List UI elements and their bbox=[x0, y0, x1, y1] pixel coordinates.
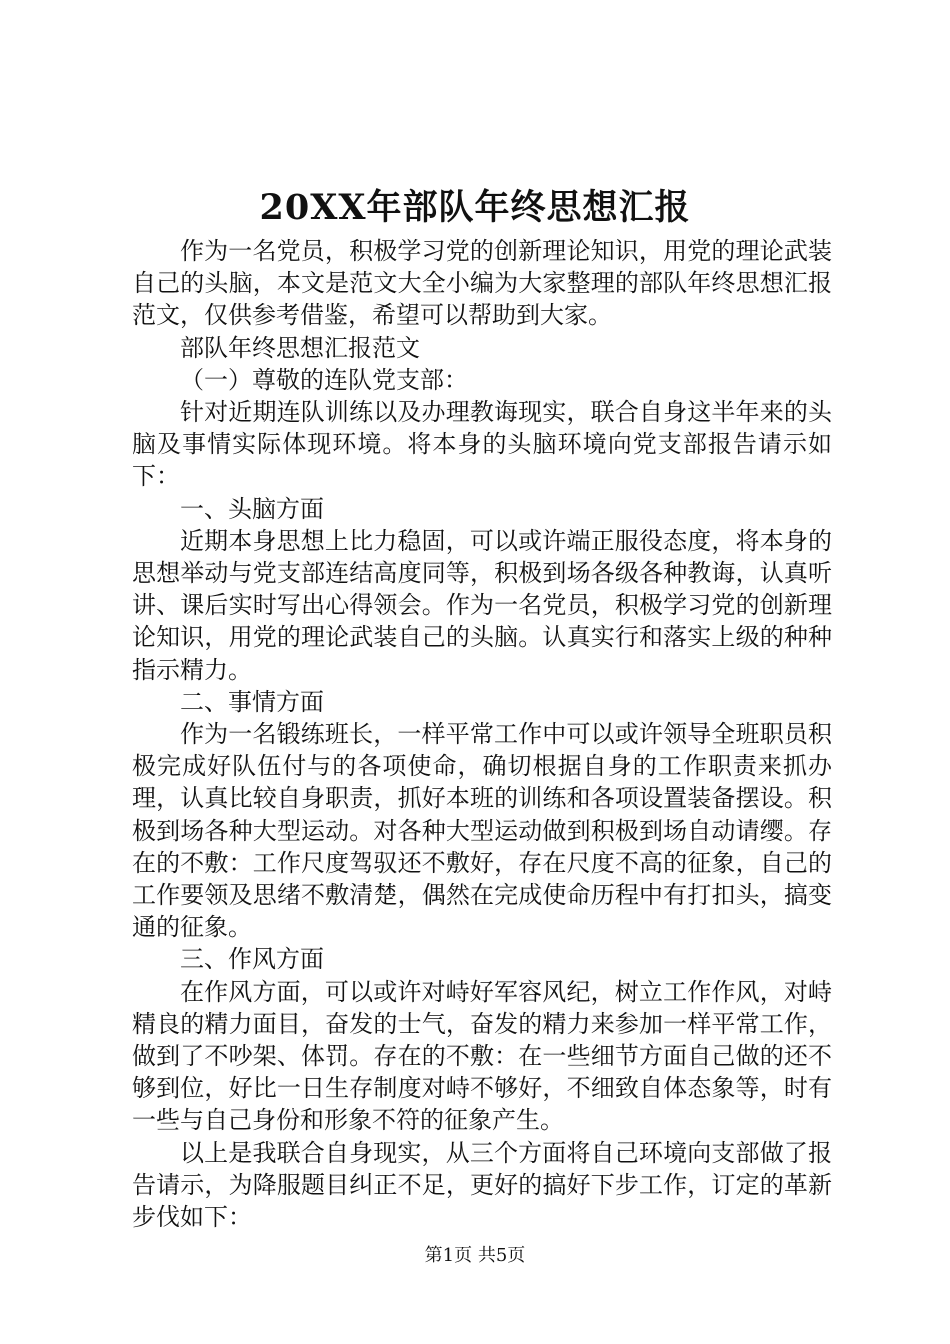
paragraph-style: 在作风方面，可以或许对峙好军容风纪，树立工作作风，对峙精良的精力面目，奋发的士气，奋发的精力来参加一样平常工作，做到了不吵架、体罚。存在的不敷：在一些细节方面自己做的还不够到位，好比一日生存制度对峙不够好，不细致自体态象等，时有一些与自己身份和形象不符的征象产生。 bbox=[132, 977, 832, 1135]
paragraph-conclusion: 以上是我联合自身现实，从三个方面将自己环境向支部做了报告请示，为降服题目纠正不足，更好的搞好下步工作，订定的革新步伐如下： bbox=[132, 1138, 832, 1232]
section-heading-style: 三、作风方面 bbox=[180, 945, 324, 974]
page-footer: 第1页 共5页 bbox=[424, 1245, 526, 1266]
paragraph-salutation: （一）尊敬的连队党支部： bbox=[180, 365, 468, 394]
paragraph-subtitle: 部队年终思想汇报范文 bbox=[180, 333, 420, 362]
section-heading-thinking: 一、头脑方面 bbox=[180, 494, 324, 523]
document-title: 20XX年部队年终思想汇报 bbox=[259, 187, 691, 228]
paragraph-opening: 针对近期连队训练以及办理教诲现实，联合自身这半年来的头脑及事情实际体现环境。将本身的头脑环境向党支部报告请示如下： bbox=[132, 398, 832, 491]
paragraph-thinking: 近期本身思想上比力稳固，可以或许端正服役态度，将本身的思想举动与党支部连结高度同等，积极到场各级各种教诲，认真听讲、课后实时写出心得领会。作为一名党员，积极学习党的创新理论知识，用党的理论武装自己的头脑。认真实行和落实上级的种种指示精力。 bbox=[132, 526, 832, 684]
paragraph-work: 作为一名锻练班长，一样平常工作中可以或许领导全班职员积极完成好队伍付与的各项使命，确切根据自身的工作职责来抓办理，认真比较自身职责，抓好本班的训练和各项设置装备摆设。积极到场各种大型运动。对各种大型运动做到积极到场自动请缨。存在的不敷：工作尺度驾驭还不敷好，存在尺度不高的征象，自己的工作要领及思绪不敷清楚，偶然在完成使命历程中有打扣头，搞变通的征象。 bbox=[132, 720, 832, 942]
section-heading-work: 二、事情方面 bbox=[180, 687, 324, 716]
paragraph-intro: 作为一名党员，积极学习党的创新理论知识，用党的理论武装自己的头脑，本文是范文大全小编为大家整理的部队年终思想汇报范文，仅供参考借鉴，希望可以帮助到大家。 bbox=[132, 237, 832, 330]
document-body bbox=[132, 235, 832, 1233]
